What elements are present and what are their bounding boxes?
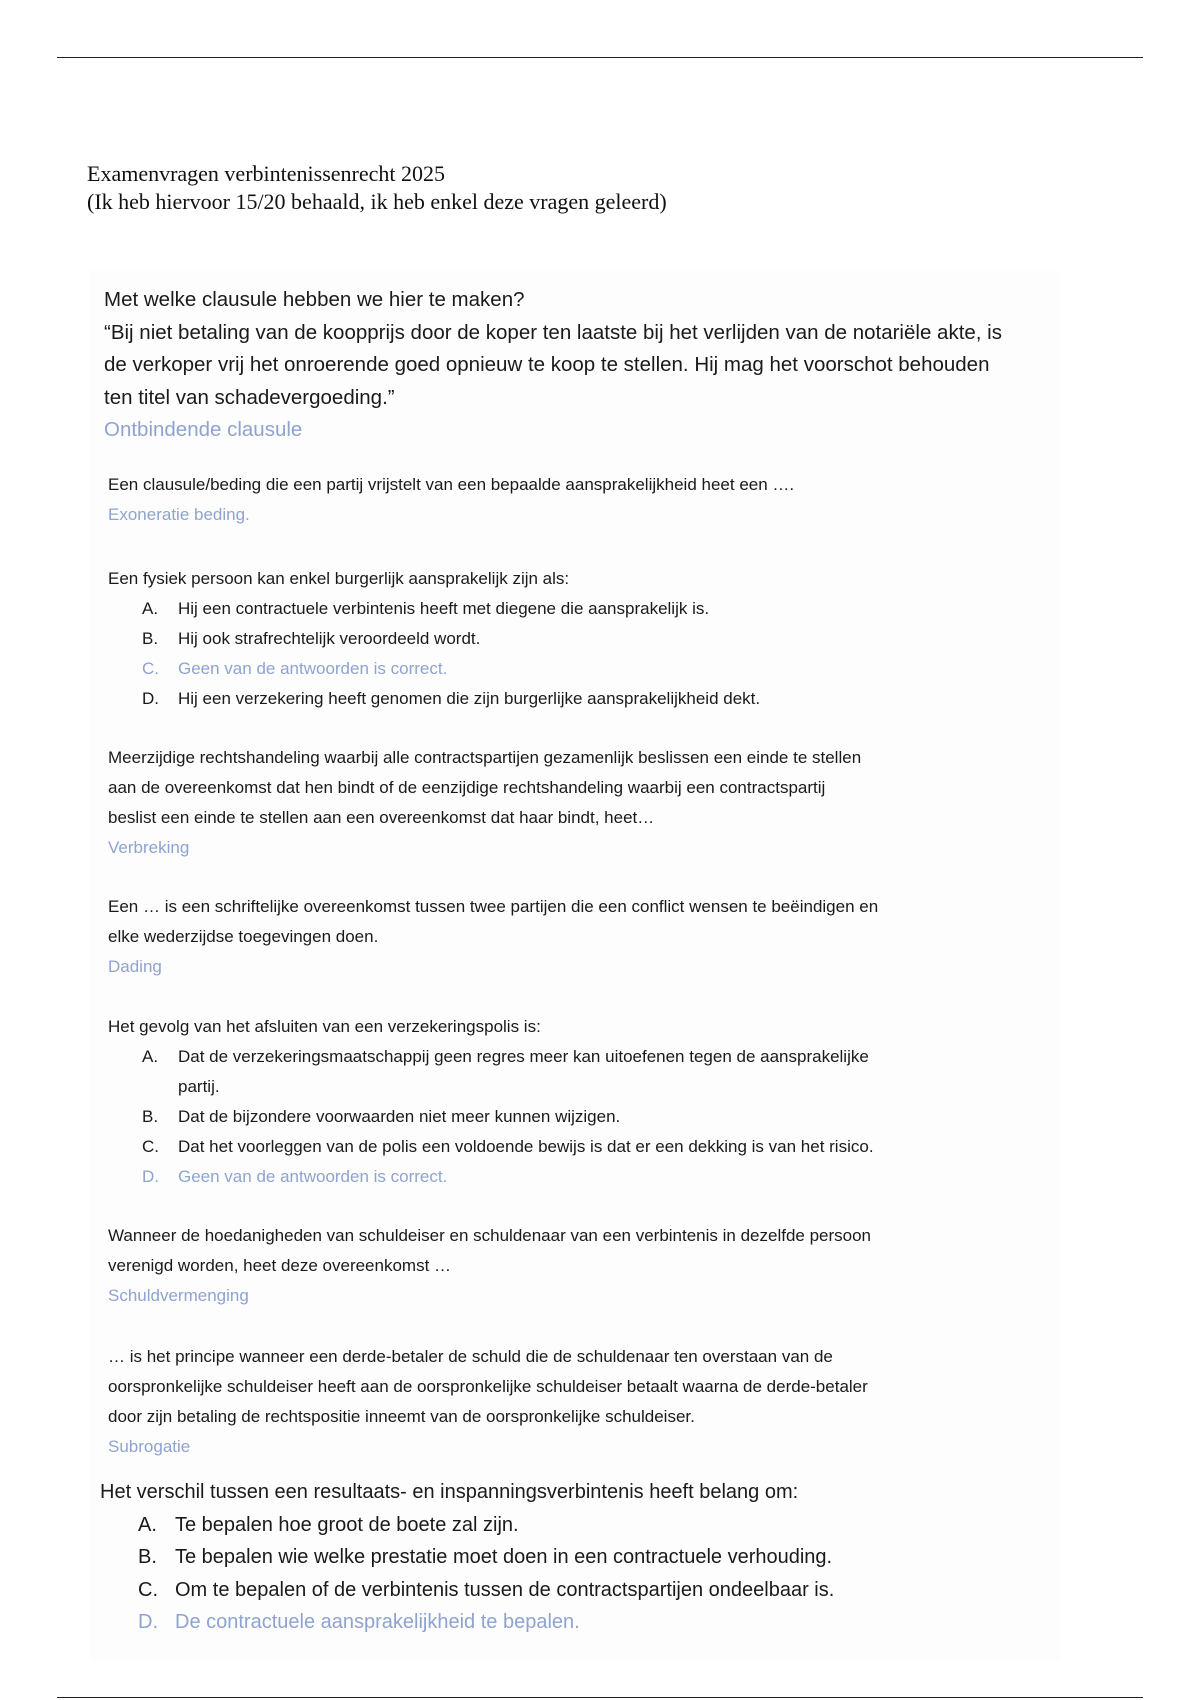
question-8 xyxy=(108,1342,868,1462)
question-text: verenigd worden, heet deze overeenkomst … xyxy=(108,1256,452,1275)
option-list xyxy=(108,594,760,714)
document-title-block xyxy=(87,160,667,216)
question-3 xyxy=(108,564,760,714)
question-text: Een … is een schriftelijke overeenkomst tussen twee partijen die een conflict wensen te beëindigen en xyxy=(108,897,879,916)
option-c: C. Dat het voorleggen van de polis een voldoende bewijs is dat er een dekking is van het risico. xyxy=(142,1137,874,1156)
question-text: Een fysiek persoon kan enkel burgerlijk aansprakelijk zijn als: xyxy=(108,569,570,588)
question-text: “Bij niet betaling van de koopprijs door de koper ten laatste bij het verlijden van de notariële akte, is xyxy=(104,320,1002,344)
option-d: D. Hij een verzekering heeft genomen die zijn burgerlijke aansprakelijkheid dekt. xyxy=(142,689,761,708)
answer-text: Subrogatie xyxy=(108,1437,191,1456)
question-5 xyxy=(108,892,878,982)
answer-text: Exoneratie beding. xyxy=(108,505,250,524)
question-text: … is het principe wanneer een derde-betaler de schuld die de schuldenaar ten overstaan van de xyxy=(108,1347,833,1366)
option-a: A. Te bepalen hoe groot de boete zal zijn. xyxy=(138,1513,519,1536)
question-6 xyxy=(108,1012,874,1192)
option-d-correct: D. Geen van de antwoorden is correct. xyxy=(142,1167,448,1186)
question-text: door zijn betaling de rechtspositie inneemt van de oorspronkelijke schuldeiser. xyxy=(108,1407,695,1426)
option-b: B. Te bepalen wie welke prestatie moet doen in een contractuele verhouding. xyxy=(138,1546,833,1568)
bottom-rule xyxy=(57,1697,1143,1698)
answer-text: Ontbindende clausule xyxy=(104,418,303,441)
question-text: aan de overeenkomst dat hen bindt of de eenzijdige rechtshandeling waarbij een contractspartij xyxy=(108,778,826,797)
question-text: Het verschil tussen een resultaats- en inspanningsverbintenis heeft belang om: xyxy=(100,1481,799,1503)
answer-text: Dading xyxy=(108,957,162,976)
question-text: beslist een einde te stellen aan een overeenkomst dat haar bindt, heet… xyxy=(108,808,655,827)
question-7 xyxy=(108,1221,871,1311)
question-text: Een clausule/beding die een partij vrijstelt van een bepaalde aansprakelijkheid heet een …. xyxy=(108,475,795,494)
scanned-questions xyxy=(90,270,1060,1660)
answer-text: Schuldvermenging xyxy=(108,1286,249,1305)
option-a: A. Hij een contractuele verbintenis heeft met diegene die aansprakelijk is. xyxy=(142,599,710,618)
option-c-correct: C. Geen van de antwoorden is correct. xyxy=(142,659,448,678)
option-b: B. Dat de bijzondere voorwaarden niet meer kunnen wijzigen. xyxy=(142,1107,621,1126)
question-text: Wanneer de hoedanigheden van schuldeiser en schuldenaar van een verbintenis in dezelfde persoon xyxy=(108,1226,872,1245)
option-a-continued: partij. xyxy=(178,1077,220,1096)
option-c: C. Om te bepalen of de verbintenis tussen de contractspartijen ondeelbaar is. xyxy=(138,1578,835,1601)
question-text: de verkoper vrij het onroerende goed opnieuw te koop te stellen. Hij mag het voorschot behouden xyxy=(104,353,990,376)
question-text: oorspronkelijke schuldeiser heeft aan de oorspronkelijke schuldeiser betaalt waarna de derde-betaler xyxy=(108,1377,868,1396)
top-rule xyxy=(57,57,1143,58)
question-text: Met welke clausule hebben we hier te maken? xyxy=(104,288,525,311)
document-title: Examenvragen verbintenissenrecht 2025 xyxy=(87,161,445,186)
question-text: ten titel van schadevergoeding.” xyxy=(104,385,395,409)
question-1 xyxy=(104,284,1002,447)
question-text: Het gevolg van het afsluiten van een verzekeringspolis is: xyxy=(108,1017,541,1036)
option-a: A. Dat de verzekeringsmaatschappij geen regres meer kan uitoefenen tegen de aansprakelijke xyxy=(142,1047,869,1066)
option-list xyxy=(100,1509,834,1639)
option-list xyxy=(108,1042,874,1192)
question-9 xyxy=(100,1476,834,1639)
option-d-correct: D. De contractuele aansprakelijkheid te bepalen. xyxy=(138,1611,580,1633)
question-2 xyxy=(108,470,794,530)
option-b: B. Hij ook strafrechtelijk veroordeeld wordt. xyxy=(142,629,481,648)
document-subtitle: (Ik heb hiervoor 15/20 behaald, ik heb enkel deze vragen geleerd) xyxy=(87,189,667,214)
question-text: Meerzijdige rechtshandeling waarbij alle contractspartijen gezamenlijk beslissen een einde te stellen xyxy=(108,748,862,767)
question-4 xyxy=(108,743,861,863)
question-text: elke wederzijdse toegevingen doen. xyxy=(108,927,379,946)
answer-text: Verbreking xyxy=(108,838,190,857)
